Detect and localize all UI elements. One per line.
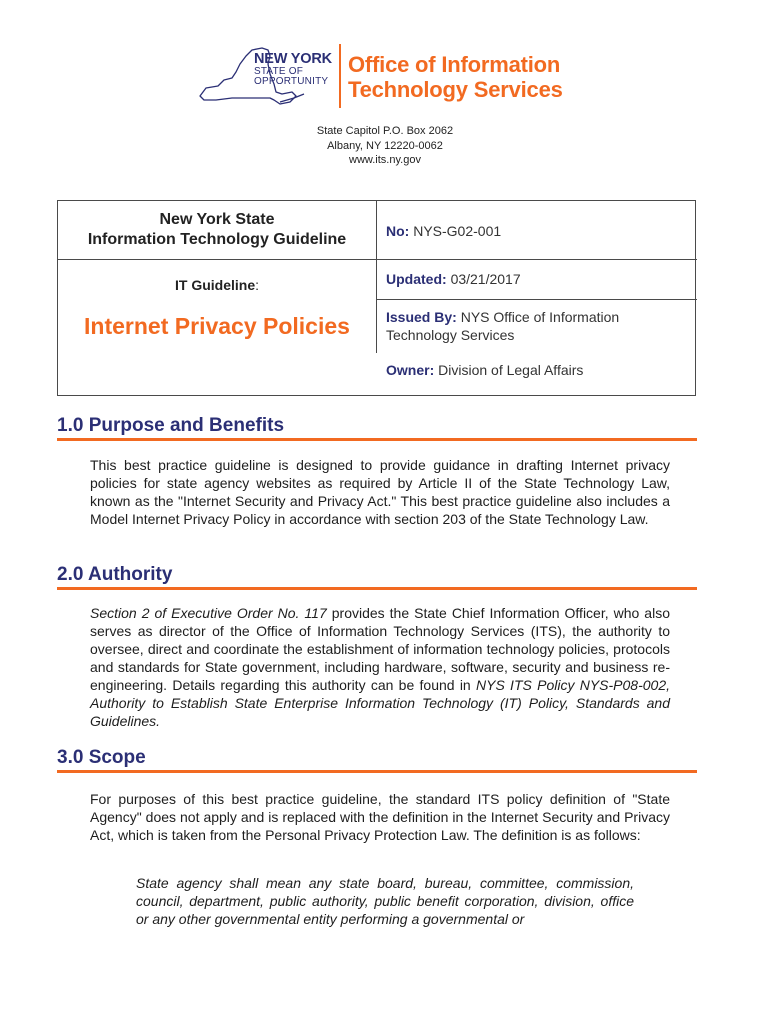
ny-wordmark-line3: OPPORTUNITY <box>254 76 329 87</box>
ny-wordmark <box>254 52 332 87</box>
table-divider <box>376 201 377 301</box>
owner-label: Owner: <box>386 362 435 378</box>
authority-body: provides the State Chief Information Officer, who also serves as director of the Office of Information Technology Services (ITS), the authority to oversee, direct and coordinate the establishment of information technology policies, protocols and standards for State government, including hardware, software, security and business re-engineering. Details regarding this authority can be found in <box>90 605 670 693</box>
issued-by-value: NYS Office of Information Technology Services <box>386 309 620 343</box>
section-text-scope: For purposes of this best practice guideline, the standard ITS policy definition of "State Agency" does not apply and is replaced with the definition in the Internet Security and Privacy Act, which is taken from the Personal Privacy Protection Law. The definition is as follows: <box>90 791 670 843</box>
office-wordmark-line2: Technology Services <box>348 77 563 102</box>
ny-wordmark-line2: STATE OF <box>254 66 304 77</box>
office-wordmark-line1: Office of Information <box>348 52 561 77</box>
table-divider <box>376 259 697 260</box>
guideline-type-line1: New York State <box>159 211 275 228</box>
owner-value: Division of Legal Affairs <box>438 362 584 378</box>
policy-title: Internet Privacy Policies <box>84 313 350 339</box>
it-guideline-label <box>58 277 376 293</box>
ny-wordmark-line1: NEW YORK <box>254 51 332 67</box>
section-rule <box>57 587 697 590</box>
section-heading-scope: 3.0 Scope <box>57 747 146 768</box>
issued-by-label: Issued By: <box>386 309 457 325</box>
section-text-purpose: This best practice guideline is designed to provide guidance in drafting Internet privacy policies for state agency websites as required by Article II of the State Technology Law, known as the "Internet Security and Privacy Act." This best practice guideline also includes a Model Internet Privacy Policy in accordance with section 203 of the State Technology Law. <box>90 457 670 527</box>
section-heading-authority: 2.0 Authority <box>57 564 173 585</box>
its-policy-reference: NYS ITS Policy NYS-P08-002, Authority to Establish State Enterprise Information Technology (IT) Policy, Standards and Guidelines. <box>90 677 670 729</box>
it-guideline-colon: : <box>255 277 259 293</box>
section-text-authority <box>90 604 670 730</box>
issued-by <box>386 308 686 344</box>
updated-date <box>386 270 521 288</box>
guideline-type-line2: Information Technology Guideline <box>87 231 347 248</box>
section-rule <box>57 770 697 773</box>
doc-number-label: No: <box>386 223 410 239</box>
state-agency-definition-quote: State agency shall mean any state board, bureau, committee, commission, council, department, public authority, public benefit corporation, division, office or any other governmental entity performing a governmental or <box>136 875 634 927</box>
it-guideline-label-text: IT Guideline <box>174 277 256 293</box>
updated-value: 03/21/2017 <box>450 271 521 287</box>
guideline-type-title <box>58 210 376 250</box>
nys-its-logo <box>196 40 586 110</box>
table-divider <box>58 259 376 260</box>
doc-number-value: NYS-G02-001 <box>413 223 502 239</box>
section-heading-purpose: 1.0 Purpose and Benefits <box>57 415 285 436</box>
updated-label: Updated: <box>386 271 447 287</box>
table-divider <box>376 299 377 353</box>
office-wordmark <box>348 52 563 102</box>
guideline-info-table <box>57 200 696 396</box>
address-line1: State Capitol P.O. Box 2062 <box>316 125 454 137</box>
owner <box>386 361 583 379</box>
address-block <box>0 124 770 168</box>
table-divider <box>376 299 697 300</box>
address-line2: Albany, NY 12220-0062 <box>327 139 443 152</box>
doc-number <box>386 222 501 240</box>
logo-divider <box>339 44 341 108</box>
section-rule <box>57 438 697 441</box>
address-website: www.its.ny.gov <box>349 154 421 166</box>
executive-order-reference: Section 2 of Executive Order No. 117 <box>90 605 327 621</box>
